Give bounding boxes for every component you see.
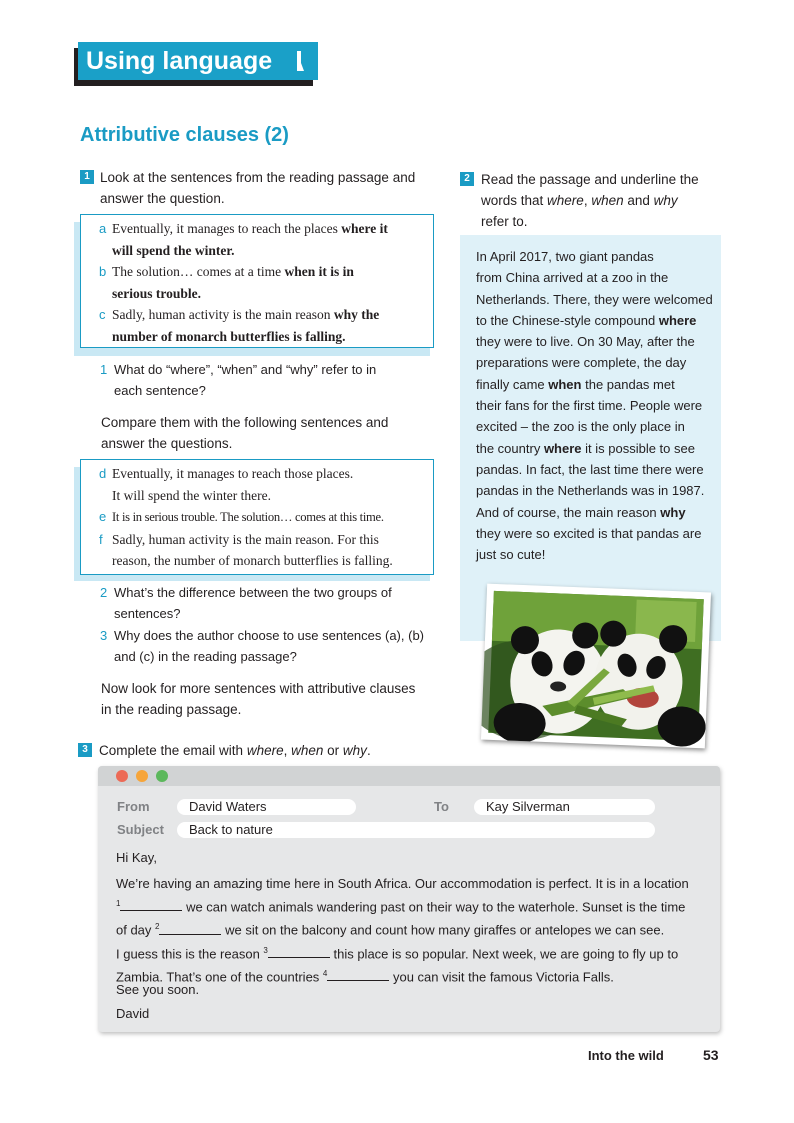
question-3: 3 Why does the author choose to use sentences (a), (b) and (c) in the reading passage? bbox=[100, 628, 425, 664]
passage-line: Netherlands. There, they were welcomed bbox=[476, 291, 713, 307]
passage-line: preparations were complete, the day bbox=[476, 355, 687, 371]
maximize-dot-icon bbox=[156, 770, 168, 782]
subject-label: Subject bbox=[117, 822, 164, 837]
task3-instruction: 3 Complete the email with where, when or why. bbox=[78, 740, 478, 761]
task1-number-badge: 1 bbox=[80, 170, 94, 184]
passage-line: finally came when the pandas met bbox=[476, 376, 675, 392]
sentence-f: f Sadly, human activity is the main reason. For this reason, the number of monarch butterflies is falling. bbox=[99, 531, 393, 568]
bookmark-icon bbox=[296, 51, 304, 71]
passage-line: they were to live. On 30 May, after the bbox=[476, 334, 695, 350]
email-body: We’re having an amazing time here in South Africa. Our accommodation is perfect. It is in a location $^1$ we can watch animals wandering past on their way to the waterhole. Sunset is the time of day $^2$ we sit on the balcony and count how many giraffes or antelopes we can see. I guess this is the reason $^3$ this place is so popular. Next week, we are going to fly up to Zambia. That’s one of the countries $^4$ you can visit the famous Victoria Falls. bbox=[116, 876, 689, 985]
blank-2[interactable] bbox=[159, 922, 221, 935]
to-label: To bbox=[434, 799, 449, 814]
passage-line: they were so excited is that pandas are bbox=[476, 525, 702, 541]
passage-line: excited – the zoo is the only place in bbox=[476, 419, 685, 435]
blank-3[interactable] bbox=[268, 945, 330, 958]
passage-line: to the Chinese-style compound where bbox=[476, 312, 697, 328]
passage-line: And of course, the main reason why bbox=[476, 504, 686, 520]
example-box-1 bbox=[80, 214, 434, 348]
email-signature: David bbox=[116, 1006, 150, 1021]
close-dot-icon bbox=[116, 770, 128, 782]
from-field[interactable]: David Waters bbox=[177, 799, 356, 815]
blank-1[interactable] bbox=[120, 898, 182, 911]
passage-line: just so cute! bbox=[476, 547, 546, 563]
email-window bbox=[98, 766, 720, 1032]
email-closing: See you soon. bbox=[116, 982, 200, 997]
blank-4[interactable] bbox=[327, 968, 389, 981]
to-field[interactable]: Kay Silverman bbox=[474, 799, 655, 815]
passage-line: the country where it is possible to see bbox=[476, 440, 695, 456]
sentence-b: b The solution… comes at a time when it is in serious trouble. bbox=[99, 264, 354, 301]
question-2: 2 What’s the difference between the two groups of sentences? bbox=[100, 585, 392, 621]
panda-passage bbox=[476, 246, 718, 565]
look-instruction: Now look for more sentences with attributive clauses in the reading passage. bbox=[101, 681, 416, 717]
footer-unit-title: Into the wild bbox=[588, 1048, 664, 1063]
unit-banner bbox=[78, 42, 318, 80]
email-title-bar bbox=[98, 766, 720, 786]
example-box-2 bbox=[80, 459, 434, 575]
compare-instruction: Compare them with the following sentences and answer the questions. bbox=[101, 415, 389, 451]
question-1: 1 What do “where”, “when” and “why” refer to in each sentence? bbox=[100, 362, 377, 398]
passage-line: from China arrived at a zoo in the bbox=[476, 270, 669, 286]
pandas-image bbox=[481, 584, 711, 749]
subject-field[interactable]: Back to nature bbox=[177, 822, 655, 838]
banner-title: Using language bbox=[86, 47, 273, 75]
passage-line: their fans for the first time. People were bbox=[476, 398, 703, 414]
panda-photo bbox=[481, 584, 711, 749]
task2-instruction: 2 Read the passage and underline the words that where, when and why refer to. bbox=[460, 169, 730, 232]
task3-number-badge: 3 bbox=[78, 743, 92, 757]
passage-line: In April 2017, two giant pandas bbox=[476, 249, 654, 264]
section-title: Attributive clauses (2) bbox=[80, 124, 289, 146]
sentence-e: e It is in serious trouble. The solution… comes at this time. bbox=[99, 509, 384, 524]
passage-line: pandas in the Netherlands was in 1987. bbox=[476, 483, 705, 499]
sentence-c: c Sadly, human activity is the main reason why the number of monarch butterflies is falling. bbox=[99, 307, 380, 344]
passage-line: pandas. In fact, the last time there were bbox=[476, 461, 704, 477]
task2-number-badge: 2 bbox=[460, 172, 474, 186]
sentence-d: d Eventually, it manages to reach those places. It will spend the winter there. bbox=[99, 466, 354, 503]
from-label: From bbox=[117, 799, 150, 814]
minimize-dot-icon bbox=[136, 770, 148, 782]
sentence-a: a Eventually, it manages to reach the places where it will spend the winter. bbox=[99, 221, 388, 258]
page-number: 53 bbox=[703, 1047, 719, 1063]
email-greeting: Hi Kay, bbox=[116, 850, 157, 865]
task1-instruction: 1 Look at the sentences from the reading passage and answer the question. bbox=[80, 167, 440, 209]
